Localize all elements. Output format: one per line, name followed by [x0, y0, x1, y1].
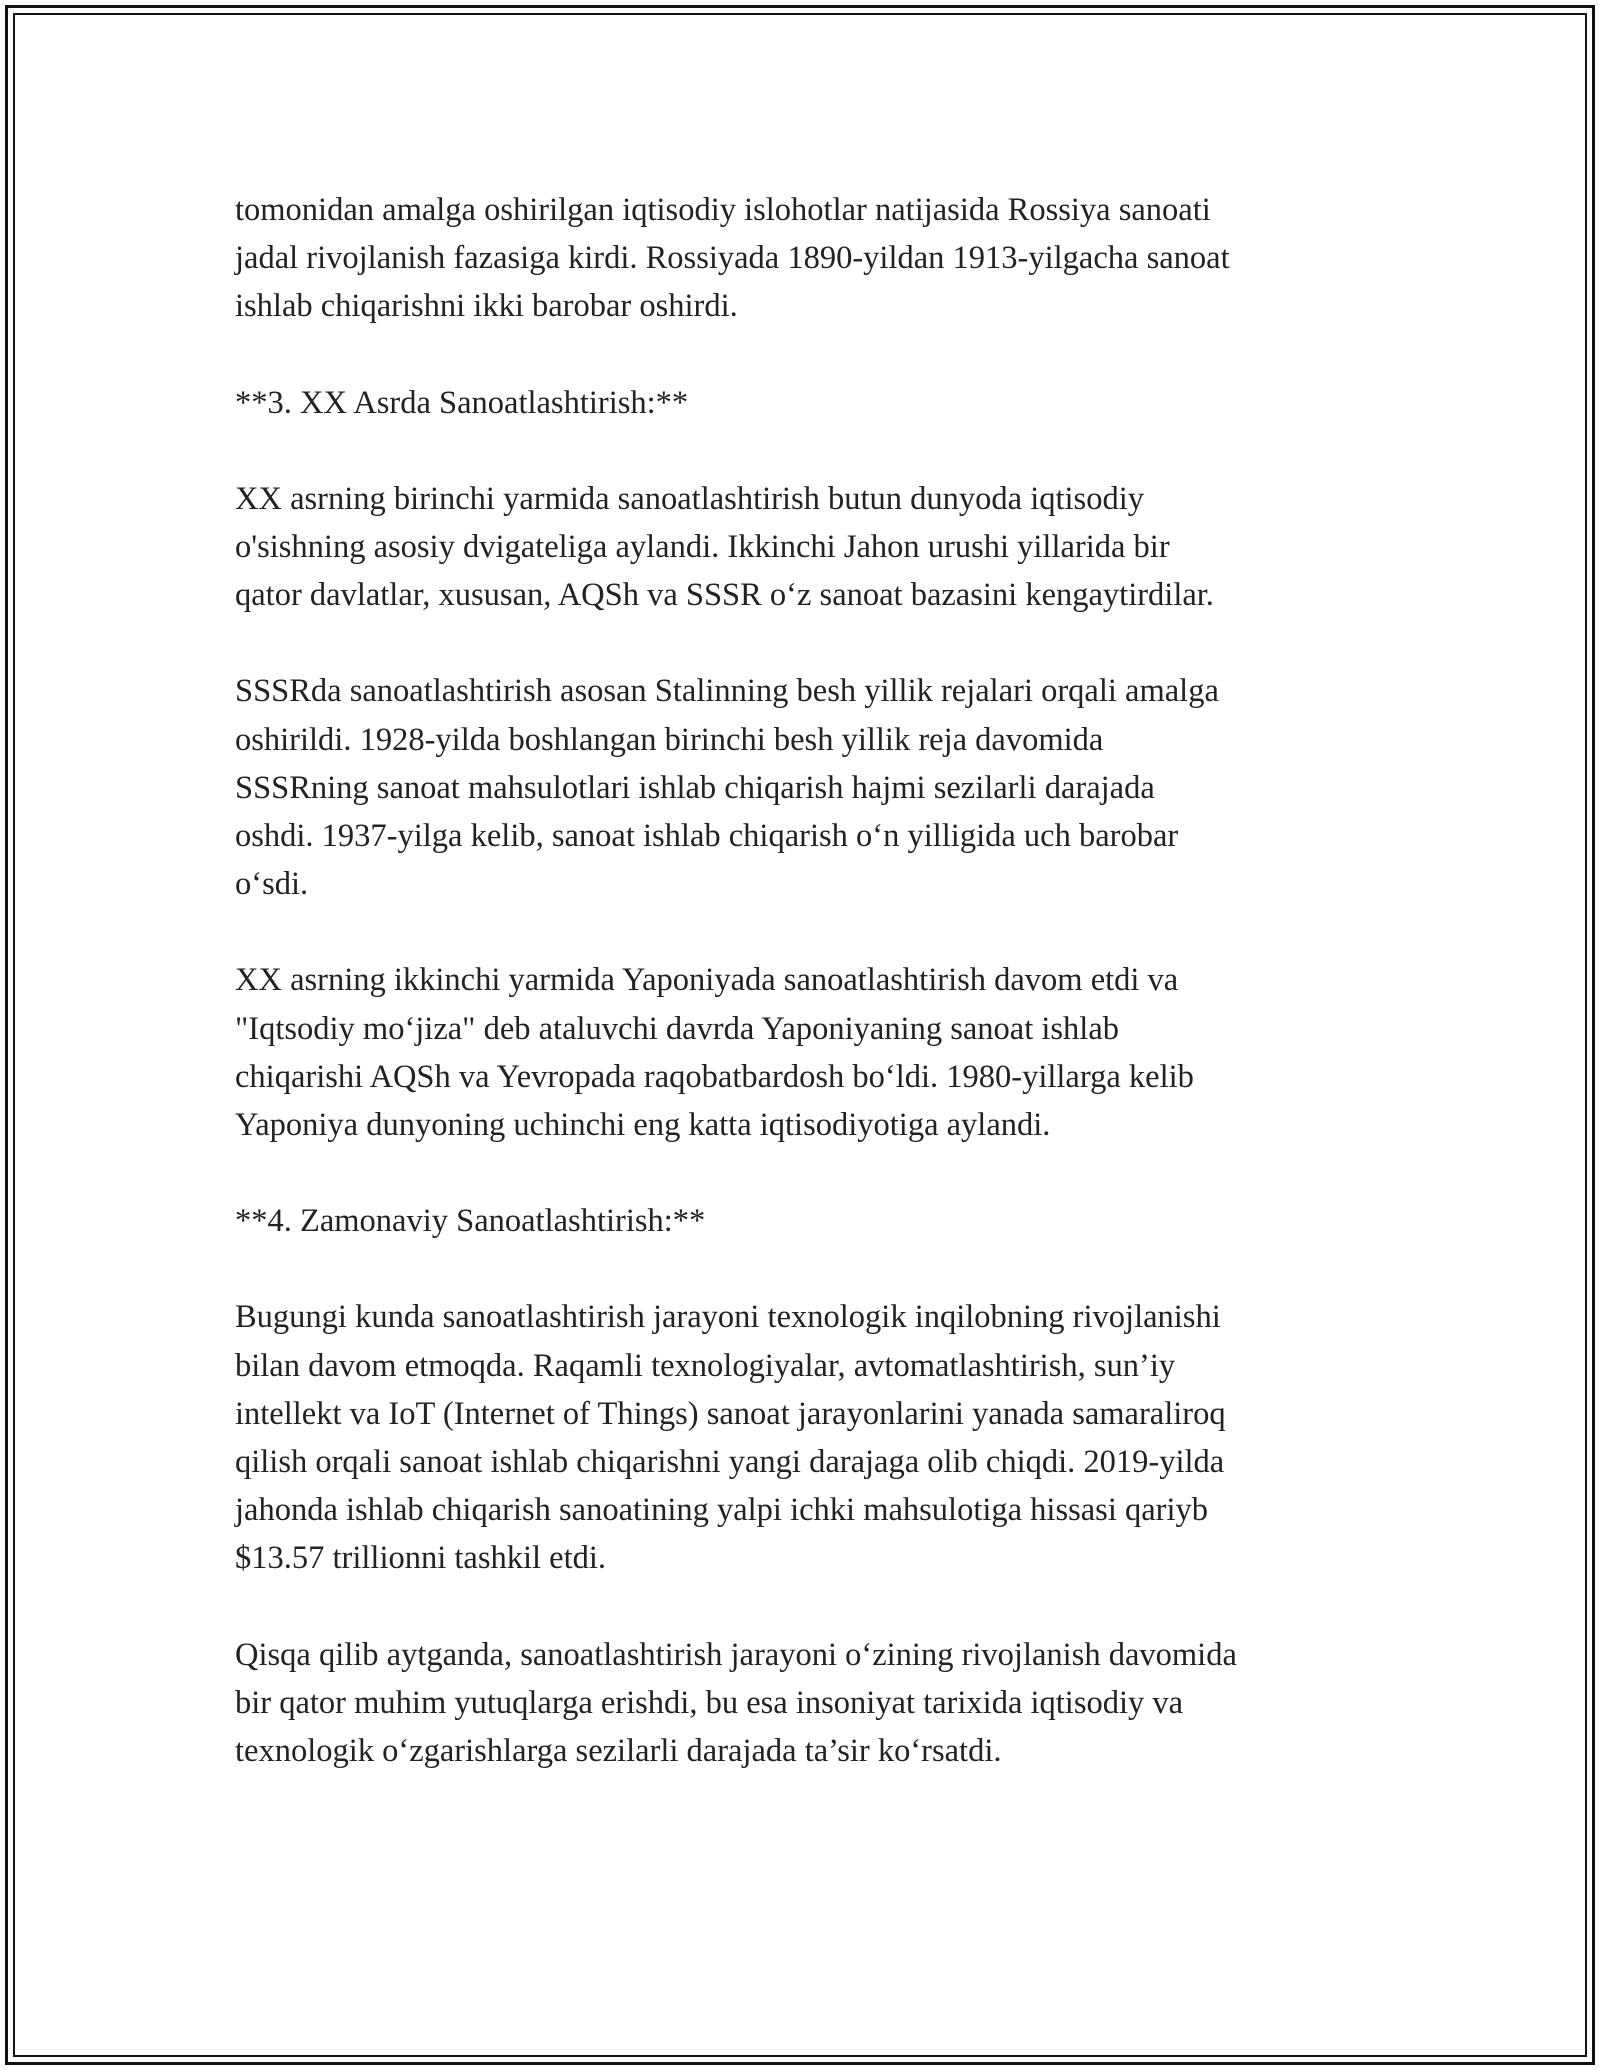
text-line: ishlab chiqarishni ikki barobar oshirdi.: [235, 288, 738, 325]
heading-text: **3. XX Asrda Sanoatlashtirish:**: [235, 384, 689, 421]
paragraph-ussr-five-year-plans: [235, 667, 1385, 908]
text-line: jahonda ishlab chiqarish sanoatining yalpi ichki mahsulotiga hissasi qariyb: [235, 1492, 1209, 1529]
text-line: "Iqtsodiy mo‘jiza" deb ataluvchi davrda Yaponiyaning sanoat ishlab: [235, 1010, 1119, 1047]
text-line: SSSRning sanoat mahsulotlari ishlab chiqarish hajmi sezilarli darajada: [235, 769, 1155, 806]
text-line: oshirildi. 1928-yilda boshlangan birinchi besh yillik reja davomida: [235, 721, 1104, 758]
text-line: bilan davom etmoqda. Raqamli texnologiyalar, avtomatlashtirish, sun’iy: [235, 1347, 1176, 1384]
text-line: Qisqa qilib aytganda, sanoatlashtirish jarayoni o‘zining rivojlanish davomida: [235, 1636, 1237, 1673]
paragraph-20th-century-first-half: [235, 475, 1385, 620]
text-line: Yaponiya dunyoning uchinchi eng katta iqtisodiyotiga aylandi.: [235, 1107, 1051, 1144]
text-line: tomonidan amalga oshirilgan iqtisodiy islohotlar natijasida Rossiya sanoati: [235, 192, 1211, 228]
text-line: oshdi. 1937-yilga kelib, sanoat ishlab chiqarish o‘n yilligida uch barobar: [235, 818, 1179, 855]
paragraph-modern-industrialization: [235, 1293, 1385, 1582]
text-line: Bugungi kunda sanoatlashtirish jarayoni texnologik inqilobning rivojlanishi: [235, 1299, 1221, 1336]
text-line: SSSRda sanoatlashtirish asosan Stalinning besh yillik rejalari orqali amalga: [235, 673, 1219, 710]
text-line: $13.57 trillionni tashkil etdi.: [235, 1540, 607, 1577]
paragraph-russia-reforms: [235, 186, 1385, 331]
paragraph-conclusion: [235, 1631, 1385, 1776]
heading-text: **4. Zamonaviy Sanoatlashtirish:**: [235, 1203, 706, 1240]
text-line: intellekt va IoT (Internet of Things) sanoat jarayonlarini yanada samaraliroq: [235, 1395, 1226, 1432]
text-line: o'sishning asosiy dvigateliga aylandi. Ikkinchi Jahon urushi yillarida bir: [235, 529, 1170, 566]
text-line: chiqarishi AQSh va Yevropada raqobatbardosh bo‘ldi. 1980-yillarga kelib: [235, 1058, 1194, 1095]
text-line: bir qator muhim yutuqlarga erishdi, bu esa insoniyat tarixida iqtisodiy va: [235, 1684, 1184, 1721]
text-line: texnologik o‘zgarishlarga sezilarli darajada ta’sir ko‘rsatdi.: [235, 1733, 1002, 1770]
text-line: qilish orqali sanoat ishlab chiqarishni yangi darajaga olib chiqdi. 2019-yilda: [235, 1444, 1225, 1481]
section-heading-3: [235, 379, 1385, 427]
text-line: jadal rivojlanish fazasiga kirdi. Rossiyada 1890-yildan 1913-yilgacha sanoat: [235, 240, 1230, 277]
text-line: qator davlatlar, xususan, AQSh va SSSR o‘z sanoat bazasini kengaytirdilar.: [235, 577, 1214, 614]
document-body: [235, 186, 1385, 1823]
text-line: XX asrning birinchi yarmida sanoatlashtirish butun dunyoda iqtisodiy: [235, 480, 1144, 517]
section-heading-4: [235, 1197, 1385, 1245]
paragraph-japan-miracle: [235, 956, 1385, 1149]
text-line: o‘sdi.: [235, 866, 309, 903]
text-line: XX asrning ikkinchi yarmida Yaponiyada sanoatlashtirish davom etdi va: [235, 962, 1179, 999]
